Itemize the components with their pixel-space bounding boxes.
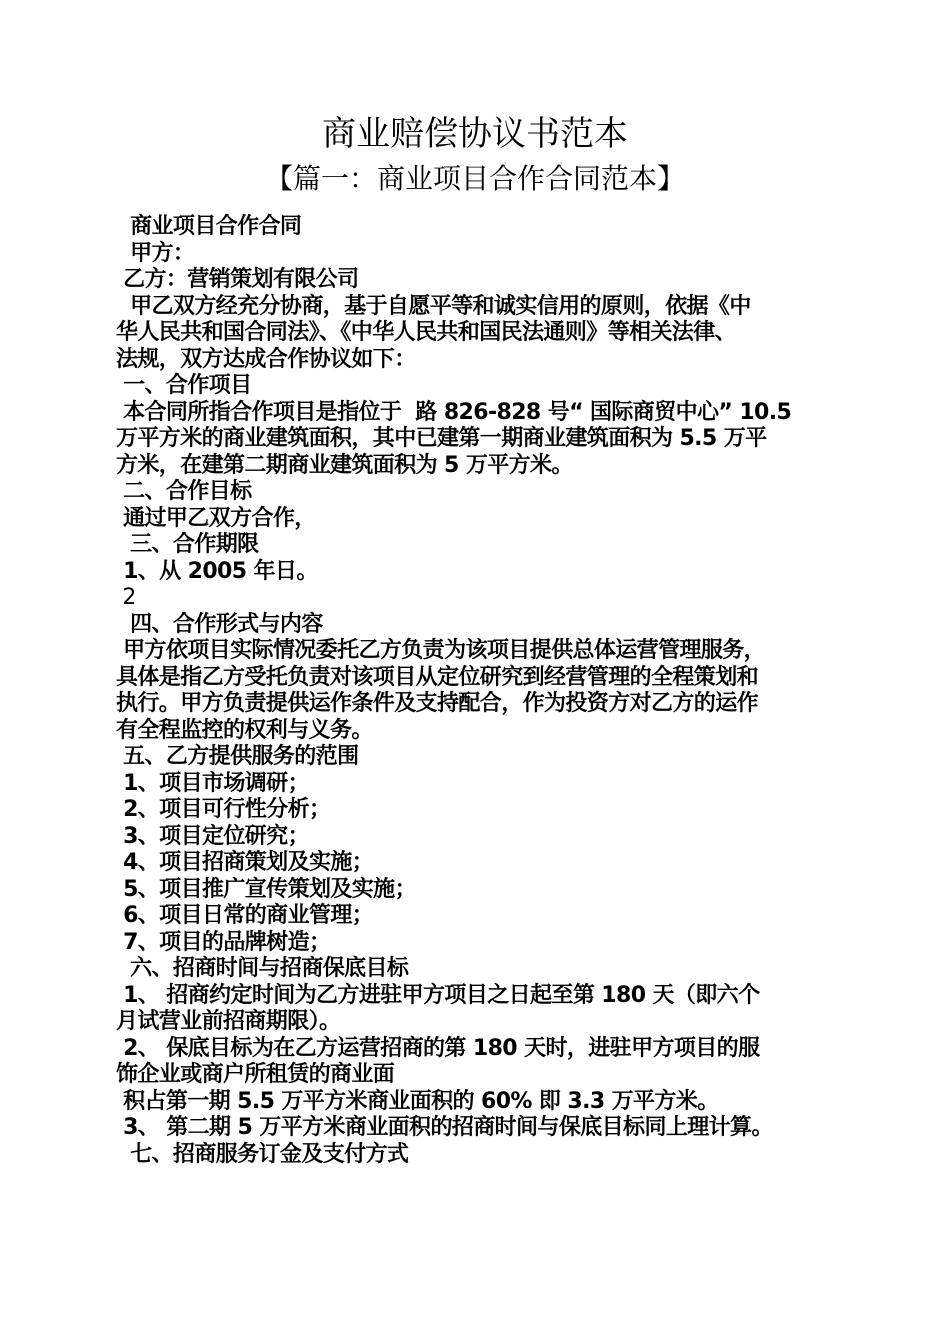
paragraph-line: 有全程监控的权利与义务。	[116, 717, 373, 743]
list-item: 1、从 2005 年日。	[116, 558, 318, 584]
paragraph-line: 甲乙双方经充分协商，基于自愿平等和诚实信用的原则，依据《中	[116, 293, 751, 319]
section-heading: 三、合作期限	[116, 532, 259, 557]
list-item: 2	[116, 585, 136, 610]
document-subtitle: 【篇一：商业项目合作合同范本】	[264, 162, 685, 195]
section-heading: 四、合作形式与内容	[116, 611, 323, 637]
section-heading: 六、招商时间与招商保底目标	[116, 956, 409, 981]
document-title: 商业赔偿协议书范本	[322, 114, 628, 154]
list-item: 3、项目定位研究；	[116, 823, 309, 849]
paragraph-line: 执行。甲方负责提供运作条件及支持配合，作为投资方对乙方的运作	[116, 691, 759, 716]
paragraph-line: 饰企业或商户所租赁的商业面	[116, 1062, 395, 1087]
list-item: 7、项目的品牌树造；	[116, 929, 331, 955]
paragraph-line: 具体是指乙方受托负责对该项目从定位研究到经营管理的全程策划和	[116, 664, 759, 690]
section-heading: 五、乙方提供服务的范围	[116, 744, 359, 769]
paragraph-line: 华人民共和国合同法》、《中华人民共和国民法通则》等相关法律、	[116, 320, 737, 345]
section-heading: 二、合作目标	[116, 479, 252, 504]
section-heading: 一、合作项目	[116, 373, 252, 398]
paragraph-line: 万平方米的商业建筑面积，其中已建第一期商业建筑面积为 5.5 万平	[116, 426, 767, 451]
list-item: 1、 招商约定时间为乙方进驻甲方项目之日起至第 180 天（即六个	[116, 982, 760, 1008]
list-item: 4、项目招商策划及实施；	[116, 850, 374, 875]
list-item: 1、项目市场调研；	[116, 770, 309, 796]
paragraph-line: 法规，双方达成合作协议如下：	[116, 346, 416, 372]
party-b-line: 乙方：营销策划有限公司	[116, 267, 359, 292]
list-item: 6、项目日常的商业管理；	[116, 903, 374, 928]
document-body	[116, 214, 838, 1168]
contract-title: 商业项目合作合同	[116, 214, 302, 239]
paragraph-line: 本合同所指合作项目是指位于 路 826-828 号“ 国际商贸中心” 10.5	[116, 399, 792, 425]
list-item: 3、 第二期 5 万平方米商业面积的招商时间与保底目标同上理计算。	[116, 1115, 773, 1140]
paragraph-line: 甲方依项目实际情况委托乙方负责为该项目提供总体运营管理服务，	[116, 638, 766, 663]
paragraph-line: 积占第一期 5.5 万平方米商业面积的 60% 即 3.3 万平方米。	[116, 1088, 719, 1114]
section-heading: 七、招商服务订金及支付方式	[116, 1141, 409, 1167]
list-item: 5、项目推广宣传策划及实施；	[116, 876, 416, 902]
party-a-line: 甲方：	[116, 240, 195, 266]
paragraph-line: 方米，在建第二期商业建筑面积为 5 万平方米。	[116, 452, 573, 478]
list-item: 2、项目可行性分析；	[116, 797, 331, 822]
paragraph-line: 通过甲乙双方合作，	[116, 505, 316, 531]
paragraph-line: 月试营业前招商期限）。	[116, 1009, 341, 1034]
list-item: 2、 保底目标为在乙方运营招商的第 180 天时，进驻甲方项目的服	[116, 1035, 760, 1061]
